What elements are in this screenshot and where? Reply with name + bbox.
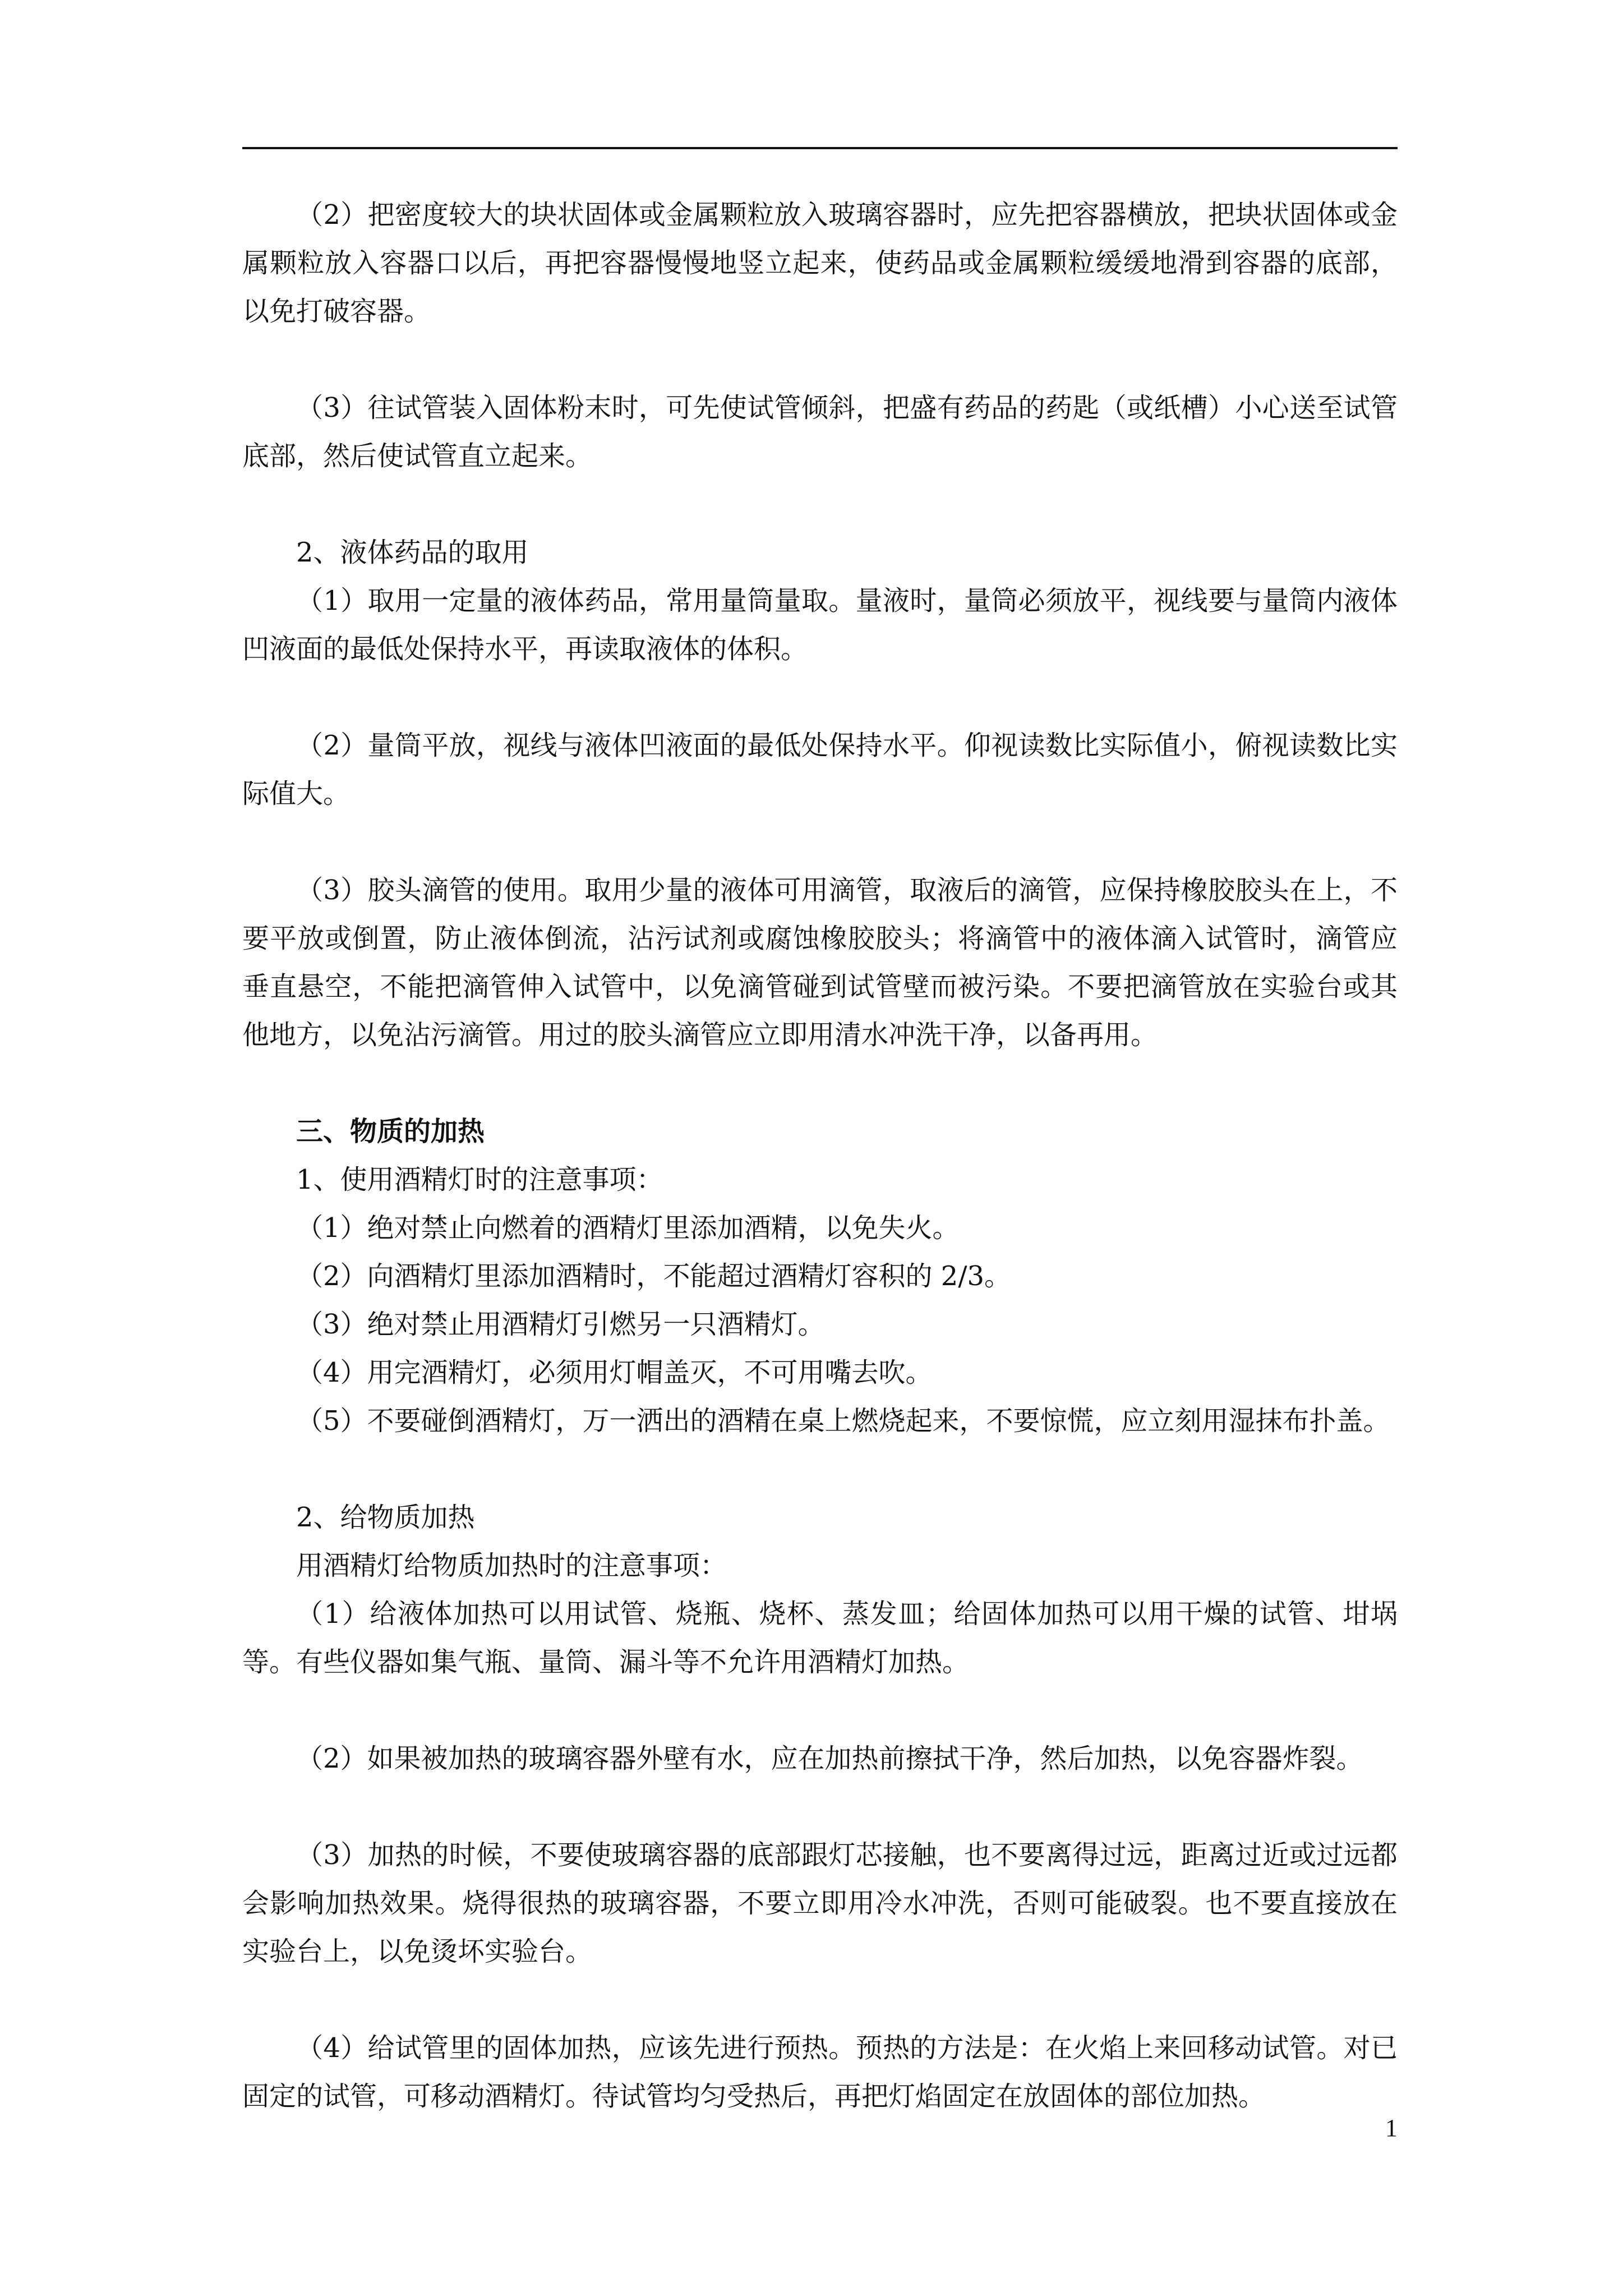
paragraph-heating-intro: 用酒精灯给物质加热时的注意事项： — [296, 1550, 727, 1581]
paragraph-solid-granules: （2）把密度较大的块状固体或金属颗粒放入玻璃容器时，应先把容器横放，把块状固体或金属颗粒放入容器口以后，再把容器慢慢地竖立起来，使药品或金属颗粒缓缓地滑到容器的底部，以免打破容器。 — [242, 199, 1398, 327]
subheading-heating-substances: 2、给物质加热 — [296, 1502, 475, 1533]
paragraph-dropper: （3）胶头滴管的使用。取用少量的液体可用滴管，取液后的滴管，应保持橡胶胶头在上，不要平放或倒置，防止液体倒流，沾污试剂或腐蚀橡胶胶头；将滴管中的液体滴入试管时，滴管应垂直悬空，不能把滴管伸入试管中，以免滴管碰到试管壁而被污染。不要把滴管放在实验台或其他地方，以免沾污滴管。用过的胶头滴管应立即用清水冲洗干净，以备再用。 — [242, 875, 1398, 1051]
list-item-heating-3: （3）加热的时候，不要使玻璃容器的底部跟灯芯接触，也不要离得过远，距离过近或过远都会影响加热效果。烧得很热的玻璃容器，不要立即用冷水冲洗，否则可能破裂。也不要直接放在实验台上，以免烫坏实验台。 — [242, 1839, 1398, 1967]
list-item-lamp-3: （3）绝对禁止用酒精灯引燃另一只酒精灯。 — [296, 1309, 825, 1340]
paragraph-reading-level: （2）量筒平放，视线与液体凹液面的最低处保持水平。仰视读数比实际值小，俯视读数比实际值大。 — [242, 730, 1398, 809]
header-rule — [242, 147, 1398, 149]
list-item-heating-2: （2）如果被加热的玻璃容器外壁有水，应在加热前擦拭干净，然后加热，以免容器炸裂。 — [296, 1743, 1363, 1774]
subheading-alcohol-lamp: 1、使用酒精灯时的注意事项： — [296, 1164, 663, 1195]
list-item-lamp-5: （5）不要碰倒酒精灯，万一洒出的酒精在桌上燃烧起来，不要惊慌，应立刻用湿抹布扑盖。 — [296, 1405, 1390, 1437]
heading-liquid-reagents: 2、液体药品的取用 — [296, 537, 529, 568]
section-heading-heating: 三、物质的加热 — [296, 1116, 485, 1147]
list-item-heating-1: （1）给液体加热可以用试管、烧瓶、烧杯、蒸发皿；给固体加热可以用干燥的试管、坩埚等。有些仪器如集气瓶、量筒、漏斗等不允许用酒精灯加热。 — [242, 1598, 1398, 1678]
list-item-heating-4: （4）给试管里的固体加热，应该先进行预热。预热的方法是：在火焰上来回移动试管。对已固定的试管，可移动酒精灯。待试管均匀受热后，再把灯焰固定在放固体的部位加热。 — [242, 2032, 1398, 2112]
list-item-lamp-1: （1）绝对禁止向燃着的酒精灯里添加酒精，以免失火。 — [296, 1212, 960, 1244]
list-item-lamp-4: （4）用完酒精灯，必须用灯帽盖灭，不可用嘴去吹。 — [296, 1357, 933, 1388]
paragraph-graduated-cylinder: （1）取用一定量的液体药品，常用量筒量取。量液时，量筒必须放平，视线要与量筒内液体凹液面的最低处保持水平，再读取液体的体积。 — [242, 585, 1398, 665]
document-body — [242, 191, 1398, 2120]
page-number: 1 — [1385, 2114, 1398, 2142]
paragraph-powder: （3）往试管装入固体粉末时，可先使试管倾斜，把盛有药品的药匙（或纸槽）小心送至试管底部，然后使试管直立起来。 — [242, 392, 1398, 472]
list-item-lamp-2: （2）向酒精灯里添加酒精时，不能超过酒精灯容积的 2/3。 — [296, 1260, 1012, 1292]
